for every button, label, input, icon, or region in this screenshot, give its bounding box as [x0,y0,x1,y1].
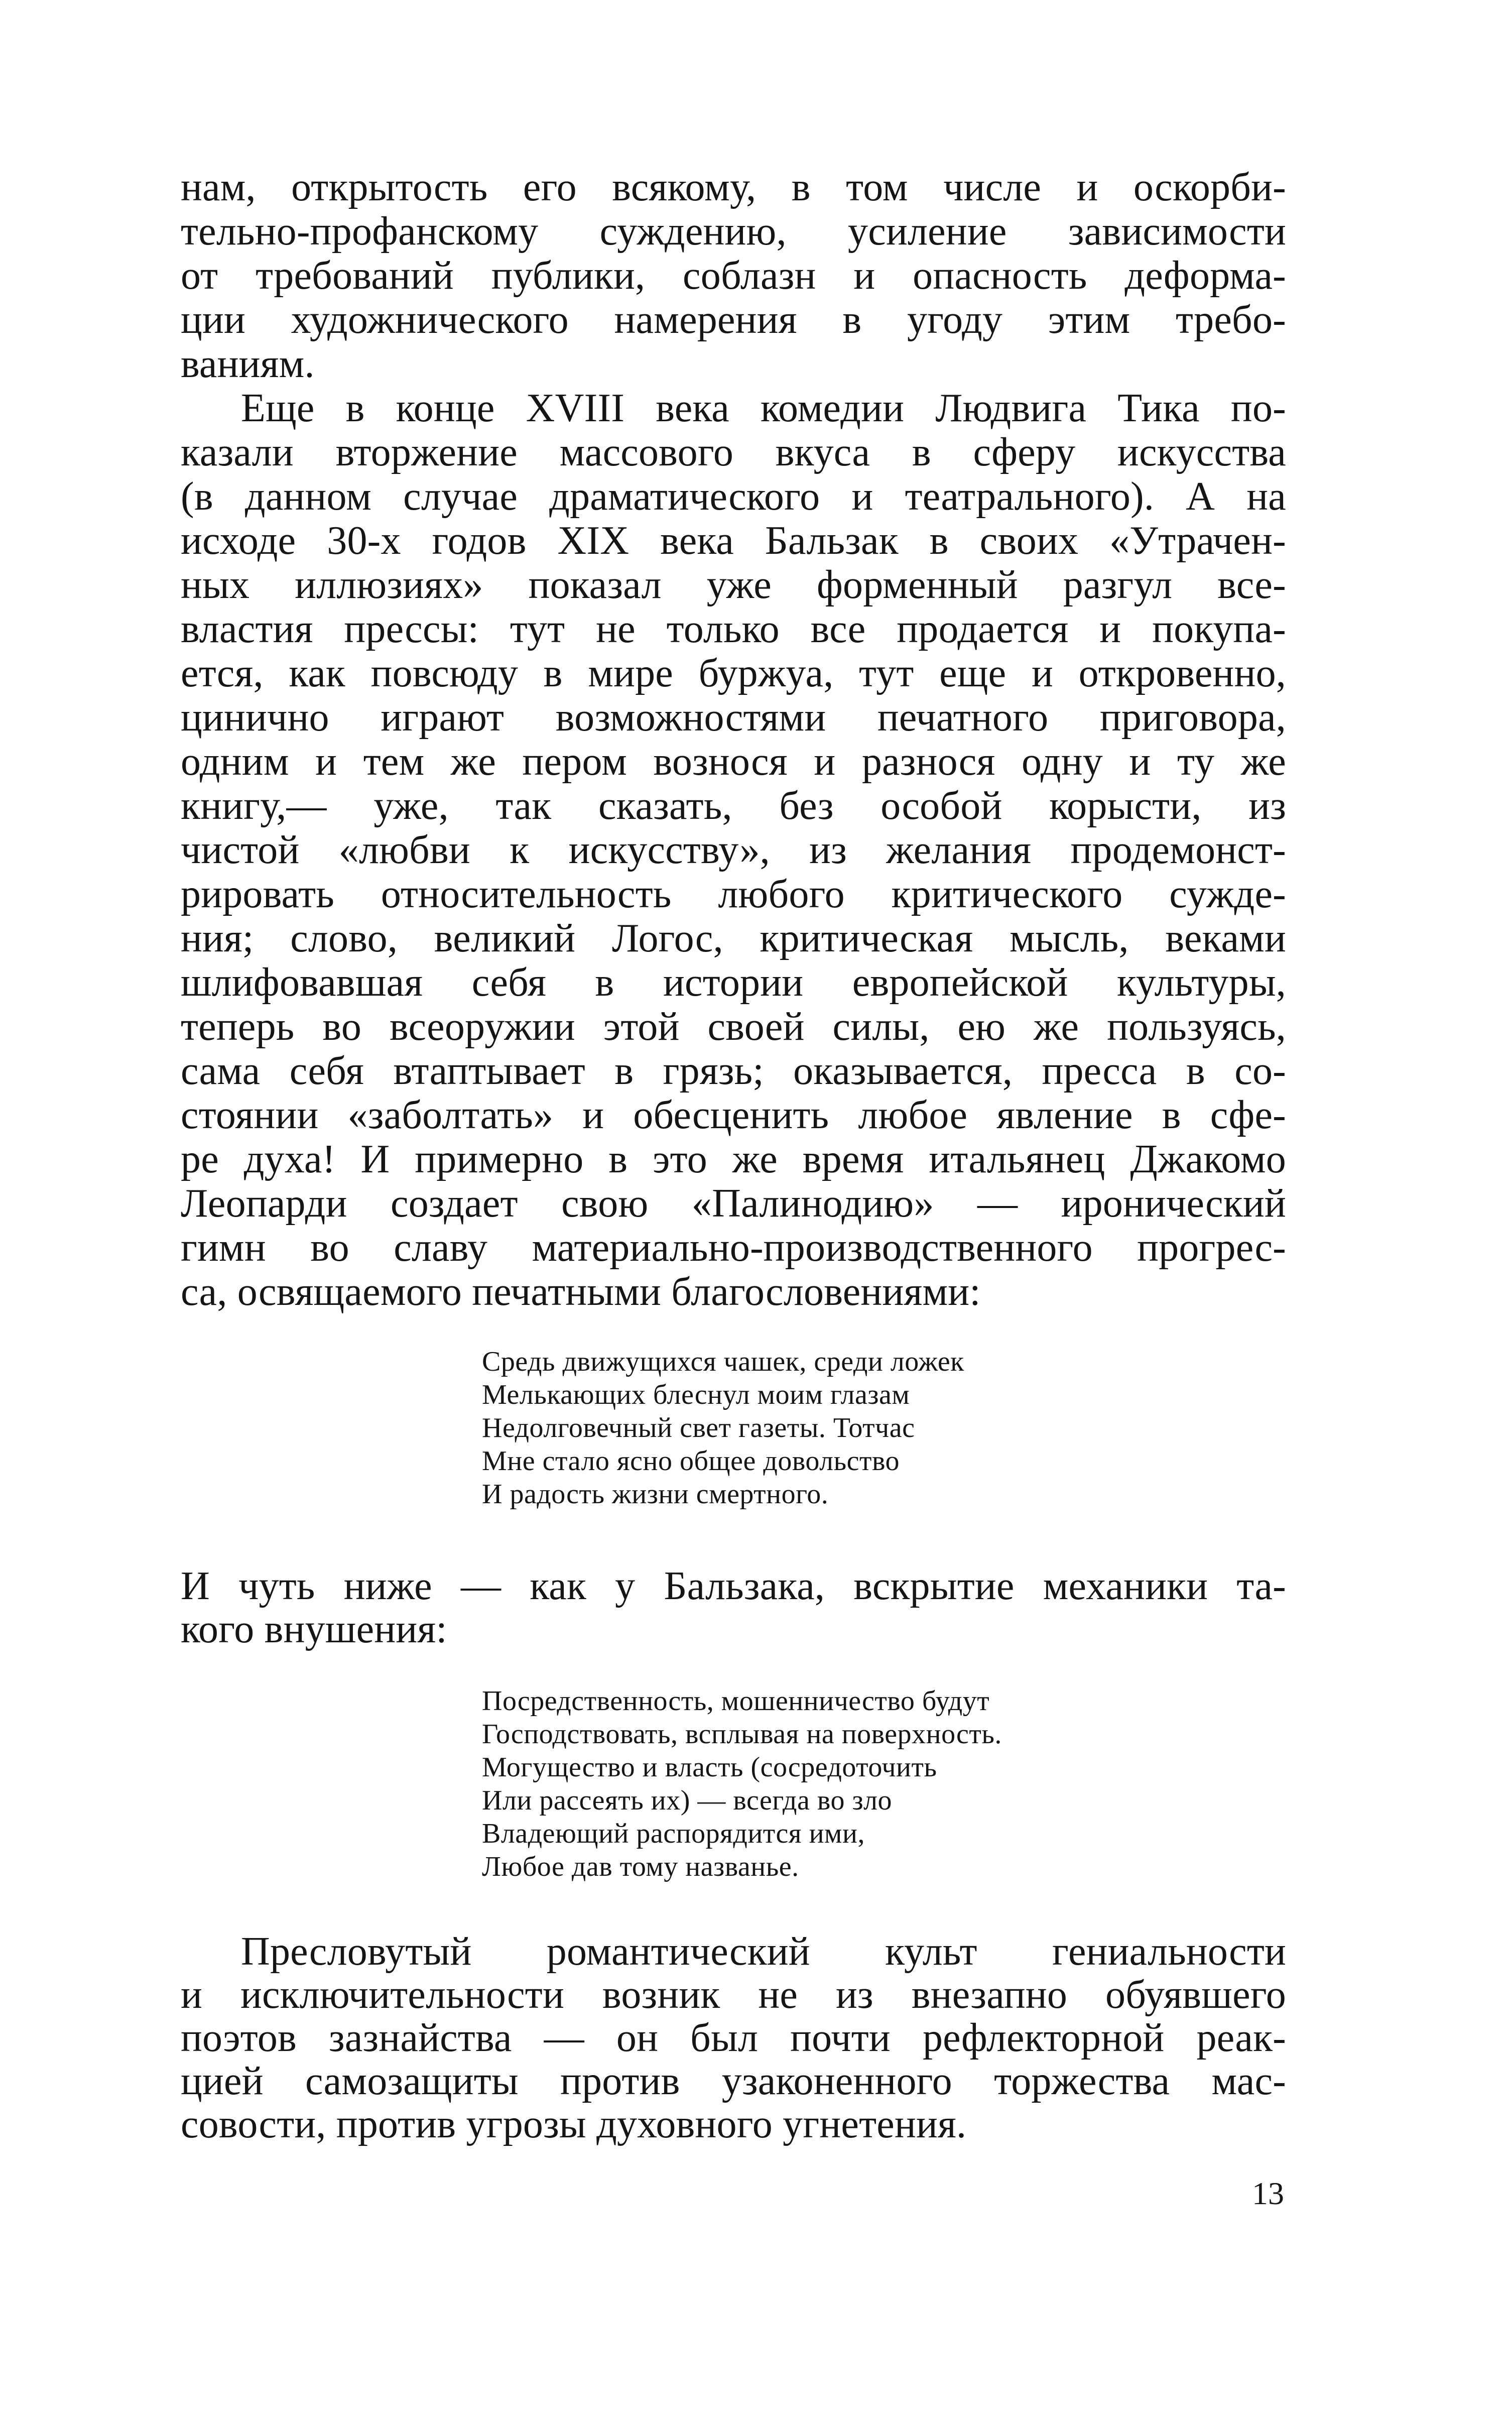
verse-line: Мне стало ясно общее довольство [482,1445,900,1477]
verse-line: Недолговечный свет газеты. Тотчас [482,1412,915,1443]
verse-line: И радость жизни смертного. [482,1479,829,1510]
text-line: шлифовавшая себя в истории европейской культуры, [181,960,1286,1005]
text-line: тельно-профанскому суждению, усиление зависимости [181,209,1286,254]
verse-line: Любое дав тому названье. [482,1851,799,1882]
text-line: Леопарди создает свою «Палинодию» — иронический [181,1181,1286,1226]
text-line: совости, против угрозы духовного угнетения. [181,2102,967,2146]
text-line: цией самозащиты против узаконенного торжества мас- [181,2059,1286,2103]
verse-line: Владеющий распорядится ими, [482,1818,865,1849]
verse-line: Могущество и власть (сосредоточить [482,1752,937,1783]
text-line: ется, как повсюду в мире буржуа, тут еще и откровенно, [181,651,1286,695]
text-line: ния; слово, великий Логос, критическая мысль, веками [181,916,1286,960]
text-line: властия прессы: тут не только все продается и покупа- [181,607,1286,651]
text-line: поэтов зазнайства — он был почти рефлекторной реак- [181,2016,1286,2060]
text-line: И чуть ниже — как у Бальзака, вскрытие механики та- [181,1564,1286,1608]
text-line: нам, открытость его всякому, в том числе и оскорби- [181,165,1286,209]
text-line: одним и тем же пером вознося и разнося одну и ту же [181,740,1286,784]
text-line: гимн во славу материально-производственного прогрес- [181,1226,1286,1270]
text-line: книгу,— уже, так сказать, без особой корысти, из [181,784,1286,828]
text-line: чистой «любви к искусству», из желания продемонст- [181,828,1286,872]
text-line: ре духа! И примерно в это же время итальянец Джакомо [181,1137,1286,1181]
text-line: цинично играют возможностями печатного приговора, [181,695,1286,740]
text-line: исходе 30-х годов XIX века Бальзак в своих «Утрачен- [181,519,1286,563]
text-line: сама себя втаптывает в грязь; оказывается, пресса в со- [181,1049,1286,1093]
text-line: Пресловутый романтический культ гениальности [241,1929,1286,1974]
verse-line: Посредственность, мошенничество будут [482,1685,990,1717]
text-line: Еще в конце XVIII века комедии Людвига Тика по- [241,386,1286,430]
text-line: ных иллюзиях» показал уже форменный разгул все- [181,563,1286,607]
text-line: от требований публики, соблазн и опасность деформа- [181,254,1286,298]
text-line: ции художнического намерения в угоду этим требо- [181,298,1286,342]
text-line: теперь во всеоружии этой своей силы, ею же пользуясь, [181,1005,1286,1049]
text-line: казали вторжение массового вкуса в сферу искусства [181,430,1286,474]
verse-line: Господствовать, всплывая на поверхность. [482,1719,1002,1750]
page-number: 13 [1252,2176,1284,2211]
verse-line: Или рассеять их) — всегда во зло [482,1785,893,1816]
text-line: кого внушения: [181,1607,447,1651]
text-line: и исключительности возник не из внезапно обуявшего [181,1973,1286,2017]
text-line: (в данном случае драматического и театрального). А на [181,474,1286,519]
text-line: стоянии «заболтать» и обесценить любое явление в сфе- [181,1093,1286,1137]
verse-line: Мелькающих блеснул моим глазам [482,1379,910,1410]
text-line: рировать относительность любого критического сужде- [181,872,1286,916]
text-line: са, освящаемого печатными благословениями: [181,1270,981,1314]
verse-line: Средь движущихся чашек, среди ложек [482,1346,964,1377]
text-line: ваниям. [181,342,315,386]
